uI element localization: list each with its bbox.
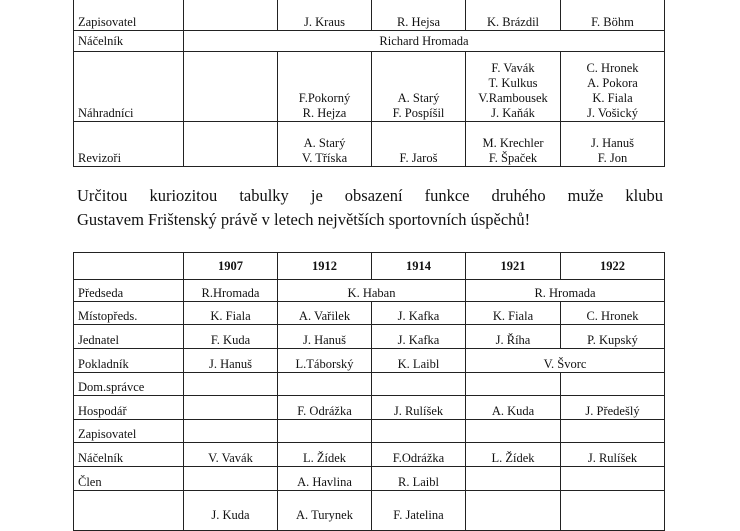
row-label: Náhradníci <box>74 52 184 122</box>
table-cell <box>466 491 561 531</box>
table-cell <box>278 122 372 167</box>
row-label: Člen <box>74 467 184 491</box>
table-cell: R. Hejsa <box>372 0 466 31</box>
table-cell: A. Havlina <box>278 467 372 491</box>
table-cell: R.Hromada <box>184 280 278 302</box>
table-cell: F. Jatelina <box>372 491 466 531</box>
table-cell: C. Hronek <box>561 302 665 325</box>
year-header: 1912 <box>278 253 372 280</box>
table-row <box>74 302 665 325</box>
table-cell: R. Laibl <box>372 467 466 491</box>
row-label: Předseda <box>74 280 184 302</box>
table-cell: J. Hanuš <box>278 325 372 349</box>
table-cell <box>184 396 278 420</box>
table-cell: J. Říha <box>466 325 561 349</box>
table-row <box>74 280 665 302</box>
table-cell: Richard Hromada <box>184 31 665 52</box>
table-cell: A. Kuda <box>466 396 561 420</box>
table-cell <box>184 52 278 122</box>
cell-line: R. Hejza <box>302 106 347 120</box>
table-cell: F. Odrážka <box>278 396 372 420</box>
cell-line: C. Hronek <box>586 61 639 75</box>
table-row <box>74 349 665 373</box>
year-header: 1922 <box>561 253 665 280</box>
table-cell <box>278 373 372 396</box>
table-cell: J. Kafka <box>372 325 466 349</box>
row-label: Pokladník <box>74 349 184 373</box>
cell-line: F. Jaroš <box>399 151 438 165</box>
cell-line: J. Hanuš <box>590 136 635 150</box>
row-label: Náčelník <box>74 443 184 467</box>
cell-line: K. Fiala <box>592 91 633 105</box>
table-cell: P. Kupský <box>561 325 665 349</box>
table-cell: K. Haban <box>278 280 466 302</box>
table-cell: J. Kuda <box>184 491 278 531</box>
row-label: Náčelník <box>74 31 184 52</box>
year-header: 1907 <box>184 253 278 280</box>
cell-line: A. Starý <box>303 136 346 150</box>
cell-line: M. Krechler <box>482 136 544 150</box>
table-cell: J. Rulíšek <box>372 396 466 420</box>
row-label: Dom.správce <box>74 373 184 396</box>
table-cell <box>184 373 278 396</box>
table-cell: K. Brázdil <box>466 0 561 31</box>
table-cell <box>184 0 278 31</box>
cell-line: F. Špaček <box>488 151 538 165</box>
table-row <box>74 396 665 420</box>
cell-line: F. Pospíšil <box>392 106 445 120</box>
cell-line: F.Pokorný <box>298 91 351 105</box>
cell-line: T. Kulkus <box>488 76 538 90</box>
table-cell <box>278 420 372 443</box>
paragraph-line: Určitou kuriozitou tabulky je obsazení funkce druhého muže klubu <box>77 186 663 205</box>
table-row <box>74 31 665 52</box>
paragraph-line: Gustavem Frištenský právě v letech největších sportovních úspěchů! <box>77 210 531 229</box>
officers-by-year-table <box>73 252 665 531</box>
cell-line: V.Rambousek <box>478 91 548 105</box>
table-header-row <box>74 253 665 280</box>
table-cell: L. Žídek <box>278 443 372 467</box>
table-cell <box>372 52 466 122</box>
cell-line: V. Tříska <box>301 151 348 165</box>
row-label: Místopředs. <box>74 302 184 325</box>
table-cell: V. Vavák <box>184 443 278 467</box>
table-cell <box>372 122 466 167</box>
table-cell: F. Kuda <box>184 325 278 349</box>
table-cell <box>184 467 278 491</box>
cell-line: A. Starý <box>397 91 440 105</box>
cell-line: A. Pokora <box>587 76 638 90</box>
table-cell <box>561 420 665 443</box>
cell-line: J. Kaňák <box>491 106 535 120</box>
table-cell: V. Švorc <box>466 349 665 373</box>
table-cell: F.Odrážka <box>372 443 466 467</box>
table-cell: J. Kraus <box>278 0 372 31</box>
table-cell <box>372 373 466 396</box>
table-corner <box>74 253 184 280</box>
table-cell: K. Fiala <box>466 302 561 325</box>
table-cell <box>561 491 665 531</box>
table-cell <box>561 122 665 167</box>
table-cell: L.Táborský <box>278 349 372 373</box>
row-label: Revizoři <box>74 122 184 167</box>
table-row <box>74 373 665 396</box>
year-header: 1914 <box>372 253 466 280</box>
table-row <box>74 0 665 31</box>
row-label: Hospodář <box>74 396 184 420</box>
table-row <box>74 52 665 122</box>
table-cell <box>561 52 665 122</box>
cell-line: J. Vošický <box>587 106 638 120</box>
table-cell <box>466 373 561 396</box>
table-row <box>74 420 665 443</box>
table-cell: K. Fiala <box>184 302 278 325</box>
cell-line: F. Jon <box>597 151 628 165</box>
table-row <box>74 491 665 531</box>
table-cell: A. Vařilek <box>278 302 372 325</box>
table-cell: J. Předešlý <box>561 396 665 420</box>
year-header: 1921 <box>466 253 561 280</box>
table-cell <box>278 52 372 122</box>
table-cell <box>466 467 561 491</box>
row-label: Zapisovatel <box>74 420 184 443</box>
table-cell <box>466 420 561 443</box>
cell-line: F. Vavák <box>491 61 535 75</box>
table-cell: R. Hromada <box>466 280 665 302</box>
table-cell: A. Turynek <box>278 491 372 531</box>
table-row <box>74 122 665 167</box>
table-row <box>74 325 665 349</box>
table-cell <box>561 373 665 396</box>
table-cell: L. Žídek <box>466 443 561 467</box>
table-row <box>74 467 665 491</box>
row-label <box>74 491 184 531</box>
table-cell <box>372 420 466 443</box>
table-row <box>74 443 665 467</box>
table-cell: F. Böhm <box>561 0 665 31</box>
table-cell <box>184 420 278 443</box>
row-label: Zapisovatel <box>74 0 184 31</box>
table-cell: K. Laibl <box>372 349 466 373</box>
table-cell: J. Kafka <box>372 302 466 325</box>
table-cell: J. Rulíšek <box>561 443 665 467</box>
officers-table-top <box>73 0 665 167</box>
table-cell <box>561 467 665 491</box>
table-cell: J. Hanuš <box>184 349 278 373</box>
table-cell <box>184 122 278 167</box>
table-cell <box>466 52 561 122</box>
table-cell <box>466 122 561 167</box>
row-label: Jednatel <box>74 325 184 349</box>
